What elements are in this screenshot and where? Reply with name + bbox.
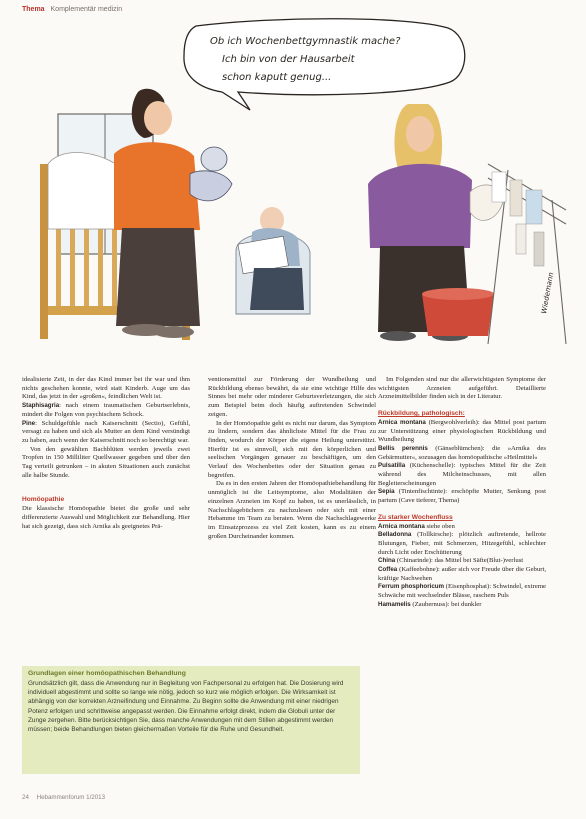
speech-line-2: Ich bin von der Hausarbeit <box>222 54 355 65</box>
remedy-text: (Gänseblümchen): die »Arnika des Gebärmutter«, sozusagen das homöopathische »Heilmittel« <box>378 444 546 461</box>
subheading-homoeopathie: Homöopathie <box>22 496 65 504</box>
section-title: Komplementär medizin <box>50 6 123 13</box>
remedy-text: (Kaffeebohne): außer sich vor Freude über die Geburt, kräftige Nachwehen <box>378 566 546 582</box>
paragraph: Die klassische Homöopathie bietet die große und sehr differenzierte Auswahl und Möglichkeit zur Behandlung. Hier hat sich gezeigt, dass sich Arnika als geeignetes Prä- <box>22 505 190 530</box>
remedy-term: Ferrum phosphoricum <box>378 583 445 591</box>
hanging-clothes <box>492 172 544 266</box>
column-2 <box>208 376 376 541</box>
article-body <box>22 376 568 672</box>
paragraph: Im Folgenden sind nur die allerwichtigsten Symptome der wichtigsten Arzneien aufgeführt. Detaillierte Arzneimittelbilder finden sich in der Literatur. <box>378 376 546 401</box>
paragraph: Von den gewählten Bachblüten werden jeweils zwei Tropfen in 150 Milliliter Quellwasser gegeben und über den Tag verteilt getrunken – in akuten Situationen auch zunächst alle halbe Stunde. <box>22 445 190 479</box>
remedy-text: (Eisenphosphat): Schwindel, extreme Schwäche mit wechselnder Blässe, raschem Puls <box>378 583 546 600</box>
journal-name: Hebammenforum 1/2013 <box>36 794 106 801</box>
remedy-text: Schuldgefühle nach Kaiserschnitt (Sectio), Gefühl, versagt zu haben und sich als Mutter an dem Kind versündigt zu haben, auch wenn der Kaiserschnitt noch so berechtigt war. <box>22 419 190 444</box>
cartoon-illustration <box>18 14 570 360</box>
subheading-rueckbildung: Rückbildung, pathologisch: <box>378 410 465 418</box>
remedy-text: (Tollkirsche): plötzlich auftretende, hellrote Blutungen, Fieber, mit Schmerzen, Hitzegefühl, schlechter durch Licht oder Erschütterung <box>378 531 547 556</box>
remedy-term: Coffea <box>378 566 398 574</box>
info-box-text: Grundsätzlich gilt, dass die Anwendung nur in Begleitung von Fachpersonal zu erfolgen hat. Die Dosierung wird individuell abgestimmt und sollte so lange wie nötig, jedoch so kurz wie möglich erfolgen. Die Wirksamkeit ist abhängig von der korrekten Arzneifindung und Einnahme. Zu Beginn sollte die Anwendung mit einer niedrigen Potenz erfolgen und schrittweise angepasst werden. Die Einnahme erfolgt direkt, indem die Globuli unter der Zunge zergehen. Bitte berücksichtigen Sie, dass manche Anwendungen mit dem Stillen abgestimmt werden müssen; beide Behandlungen bieten gleichermaßen Vorteile für die Ruhe und Gesundheit. <box>28 680 344 734</box>
paragraph: In der Homöopathie geht es nicht nur darum, das Symptom zu lindern, sondern das ähnlichste Mittel für die Frau zu finden, wodurch der Körper die eigene Heilung unterstützt. Hierfür ist es sinnvoll, sich mit den körperlichen und seelischen Vorgängen genauer zu beschäftigen, um den Verlauf des Wochenbettes oder der Situation genau zu begreifen. <box>208 419 376 479</box>
section-header <box>22 6 122 13</box>
paragraph: idealisierte Zeit, in der das Kind immer bei ihr war und ihm nichts geschehen konnte, wird statt Kinderb. Auge um das Kind, das jetzt in der »großen«, feindlichen Welt ist. <box>22 376 190 401</box>
remedy-term: Belladonna <box>378 531 412 539</box>
speech-line-1: Ob ich Wochenbettgymnastik mache? <box>210 36 401 47</box>
remedy-text: (Bergwohlverleih): das Mittel post partum zur Unterstützung einer physiologischen Rückbildung und Wundheilung <box>378 418 547 444</box>
paragraph: Da es in den ersten Jahren der Homöopathiebehandlung für unmöglich ist die Leitsymptome, also Modalitäten der einzelnen Arzneien im Kopf zu haben, ist es unerlässlich, in Nachschlagebüchern zu nachzulesen oder sich mit einer Hebamme im Team zu beraten. Wenn die Nachschlagewerke im Einsatzprozess zu viel Zeit kosten, kann es zu einem großen Durcheinander kommen. <box>208 480 376 540</box>
paragraph: ventionsmittel zur Förderung der Wundheilung und Rückbildung ebenso bewährt, da sie eine wichtige Hilfe des Sinnes bei mehr oder minderer Geburtsverletzungen, die sich zum Beispiel beim doch häufig auftretenden Schwindel zeigen. <box>208 376 376 418</box>
column-3 <box>378 376 546 610</box>
column-1: idealisierte Zeit, in der das Kind immer bei ihr war und ihm nichts geschehen konnte, wird statt Kinderb. Auge um das Kind, das jetzt in der »großen«, feindlichen Welt ist. Staphisagria: nach einem traumatischen Geburtserlebnis, mindert die Folgen von psychischem Schock. Pine: Schuldgefühle nach Kaiserschnitt (Sectio), Gefühl, versagt zu haben und sich als Mutter an dem Kind versündigt zu haben, auch wenn der Kaiserschnitt noch so berechtigt war. Von den gewählten Bachblüten werden jeweils zwei Tropfen in 150 Milliliter Quellwasser gegeben und über den Tag verteilt getrunken – in akuten Situationen auch zunächst alle halbe Stunde. Homöopathie Die klassische Homöopathie bietet die große und sehr differenzierte Auswahl und Möglichkeit zur Behandlung. Hier hat sich gezeigt, dass sich Arnika als geeignetes Prä- <box>22 376 190 530</box>
remedy-text: siehe oben <box>426 522 455 530</box>
remedy-term: China <box>378 557 396 565</box>
remedy-text: (Tintenfischtinte): erschöpfte Mutter, Senkung post partum (Cave tieferer, Thema) <box>378 488 547 505</box>
remedy-term: Bellis perennis <box>378 444 428 452</box>
baby-figure <box>190 147 232 201</box>
remedy-term: Arnica montana <box>378 522 425 530</box>
artist-signature: Wiedemann <box>540 271 556 315</box>
remedy-term: Arnica montana <box>378 418 426 426</box>
remedy-term: Sepia <box>378 488 395 496</box>
remedy-text: (Zaubernuss): bei dunkler <box>412 600 482 608</box>
remedy-term: Hamamelis <box>378 600 411 608</box>
remedy-term: Pine <box>22 419 36 427</box>
remedy-text: (Chinarinde): das Mittel bei Säfte(Blut-)verlust <box>396 557 524 565</box>
sofa-with-father <box>236 207 310 314</box>
subheading-wochenfluss: Zu starker Wochenfluss <box>378 513 453 521</box>
speech-line-3: schon kaputt genug... <box>222 72 332 83</box>
remedy-term: Pulsatilla <box>378 462 406 470</box>
info-box-title: Grundlagen einer homöopathischen Behandlung <box>28 670 186 677</box>
info-box <box>22 666 360 774</box>
page-number: 24 <box>22 794 29 801</box>
section-kicker: Thema <box>22 6 45 13</box>
page-footer <box>22 794 105 801</box>
remedy-text: (Küchenschelle): typisches Mittel für die Zeit während des Milcheinschusses, mit allen Begleiterscheinungen <box>378 462 546 487</box>
laundry-basket <box>422 288 494 336</box>
remedy-text: nach einem traumatischen Geburtserlebnis, mindert die Folgen von psychischem Schock. <box>22 402 190 418</box>
remedy-term: Staphisagria <box>22 402 60 410</box>
